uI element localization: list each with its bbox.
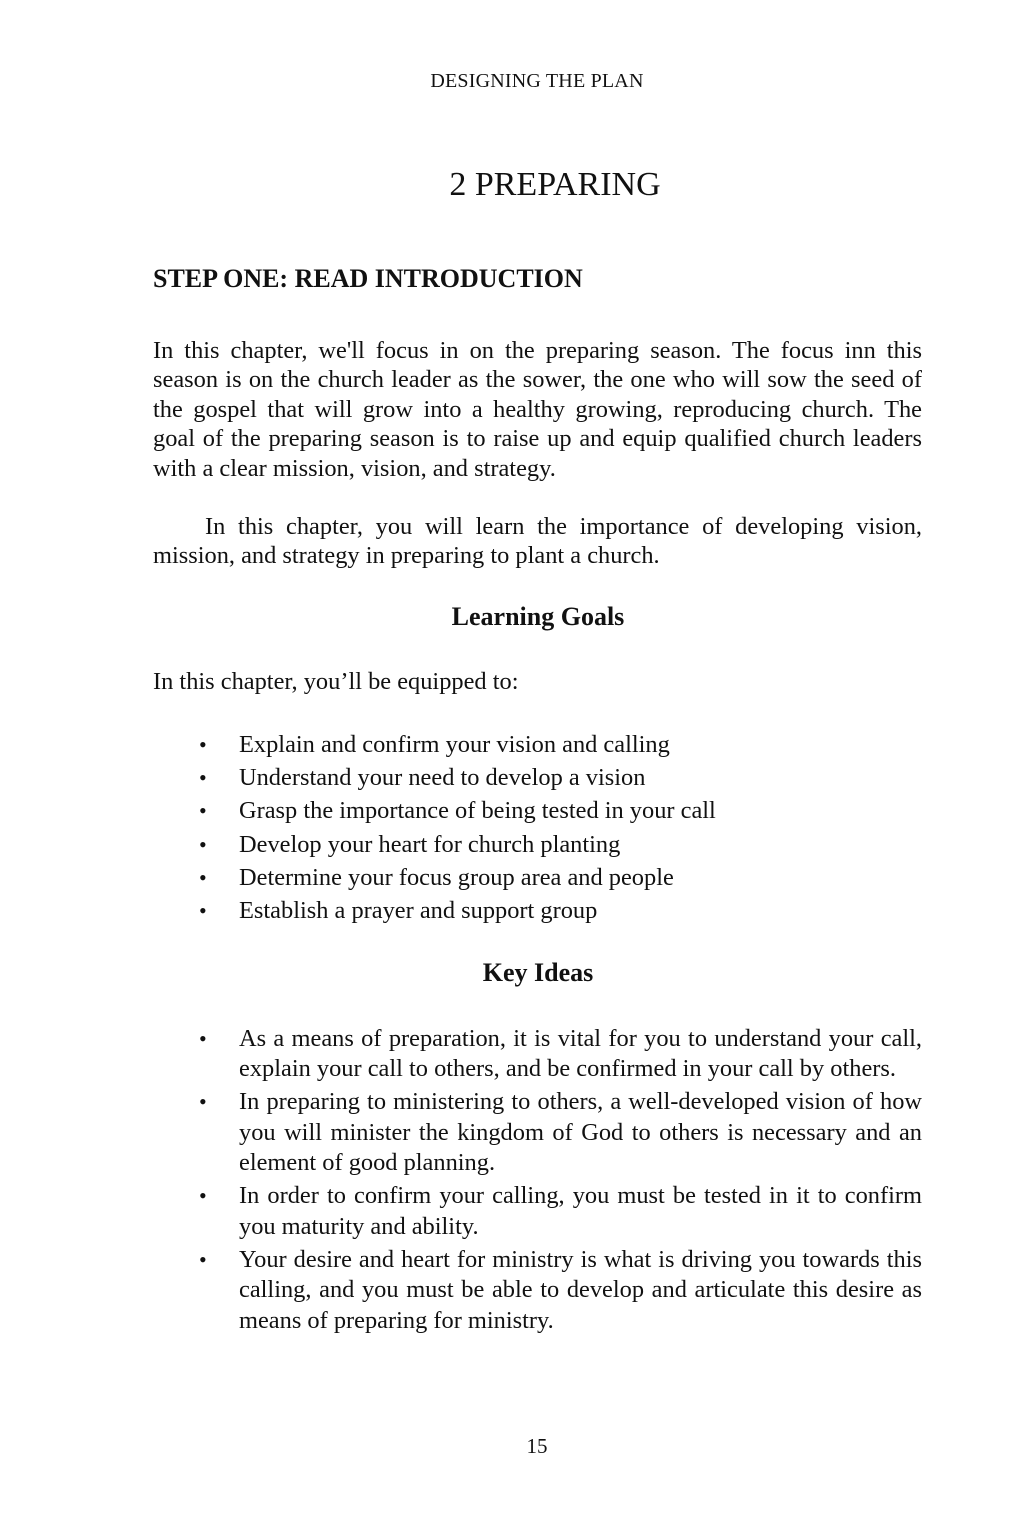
- list-item-text: Determine your focus group area and people: [239, 864, 674, 892]
- learning-goals-intro: In this chapter, you’ll be equipped to:: [153, 667, 519, 695]
- list-item: [153, 1024, 922, 1085]
- list-item: [153, 828, 922, 861]
- list-item: [153, 794, 922, 827]
- list-item: [153, 861, 922, 894]
- bullet-icon: •: [199, 1089, 207, 1115]
- step-heading: STEP ONE: READ INTRODUCTION: [153, 264, 583, 293]
- learning-goals-heading: Learning Goals: [451, 601, 625, 631]
- intro-paragraph-2: In this chapter, you will learn the importance of developing vision, mission, and strategy in preparing to plant a church.: [153, 513, 922, 570]
- bullet-icon: •: [199, 765, 207, 791]
- list-item-text: Your desire and heart for ministry is what is driving you towards this calling, and you must be able to develop and articulate this desire as means of preparing for ministry.: [239, 1245, 922, 1334]
- list-item: [153, 761, 922, 794]
- list-item-text: As a means of preparation, it is vital for you to understand your call, explain your call to others, and be confirmed in your call by others.: [239, 1024, 922, 1083]
- list-item-text: In order to confirm your calling, you must be tested in it to confirm you maturity and ability.: [239, 1182, 922, 1240]
- bullet-icon: •: [199, 1183, 207, 1209]
- list-item: [153, 894, 922, 927]
- list-item: [153, 1087, 922, 1179]
- bullet-icon: •: [199, 865, 207, 891]
- bullet-icon: •: [199, 798, 207, 824]
- bullet-icon: •: [199, 1246, 207, 1272]
- running-head: DESIGNING THE PLAN: [430, 70, 644, 92]
- list-item-text: Grasp the importance of being tested in your call: [239, 797, 716, 825]
- bullet-icon: •: [199, 898, 207, 924]
- chapter-title: 2 PREPARING: [449, 166, 661, 203]
- key-ideas-heading: Key Ideas: [482, 957, 594, 987]
- list-item-text: In preparing to ministering to others, a well-developed vision of how you will minister the kingdom of God to others is necessary and an element of good planning.: [239, 1088, 922, 1177]
- list-item: [153, 1245, 922, 1337]
- bullet-icon: •: [199, 731, 207, 757]
- bullet-icon: •: [199, 1025, 207, 1051]
- list-item: [153, 728, 922, 761]
- list-item-text: Understand your need to develop a vision: [239, 764, 646, 792]
- bullet-icon: •: [199, 831, 207, 857]
- learning-goals-list: [153, 728, 922, 928]
- page-content: [153, 262, 922, 1339]
- list-item: [153, 1181, 922, 1242]
- list-item-text: Explain and confirm your vision and calling: [239, 730, 670, 758]
- intro-paragraph-1: In this chapter, we'll focus in on the preparing season. The focus inn this season is on the church leader as the sower, the one who will sow the seed of the gospel that will grow into a healthy growing, reproducing church. The goal of the preparing season is to raise up and equip qualified church leaders with a clear mission, vision, and strategy.: [153, 337, 922, 482]
- list-item-text: Establish a prayer and support group: [239, 897, 598, 925]
- page-number: 15: [526, 1434, 548, 1458]
- key-ideas-list: [153, 1024, 922, 1337]
- list-item-text: Develop your heart for church planting: [239, 830, 621, 858]
